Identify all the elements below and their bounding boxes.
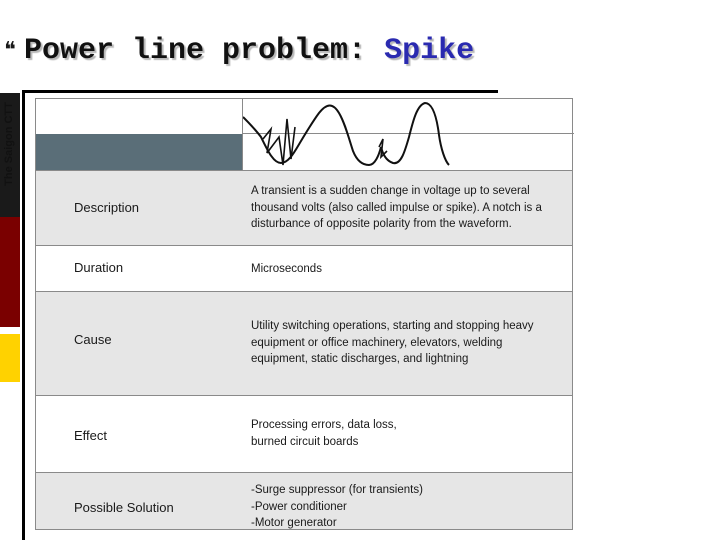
top-rule-divider [22,90,498,93]
effect-line: burned circuit boards [251,435,359,448]
left-rule-divider [22,90,25,540]
solution-line: -Surge suppressor (for transients) [251,484,423,496]
table-row-cause [36,291,572,395]
spike-waveform-icon [243,99,575,170]
solution-line: -Power conditioner [251,500,347,513]
slide-title-accent: Spike [384,34,475,68]
row-label-possible-solution: Possible Solution [74,500,174,515]
description-line: disturbance of opposite polarity from the waveform. [251,218,512,230]
row-content-description [251,183,566,233]
title-bullet-icon: ❝ [4,38,16,63]
duration-line: Microseconds [251,263,322,275]
table-row-possible-solution [36,472,572,529]
slide-title [24,34,474,68]
cause-line: equipment or office machinery, elevators, welding [251,336,503,349]
table-row-duration [36,245,572,291]
row-label-effect: Effect [74,428,108,443]
row-content-effect [251,417,566,450]
cause-line: Utility switching operations, starting and stopping heavy [251,320,534,332]
solution-line: -Motor generator [251,517,337,529]
waveform-curve [243,103,449,165]
waveform-spike [263,119,295,165]
vertical-label: The Saigon CTT [3,102,15,186]
waveform-box [242,99,574,170]
sidebar-yellow-block [0,334,20,382]
row-label-duration: Duration [74,260,124,275]
row-content-cause [251,318,566,368]
description-line: A transient is a sudden change in voltage up to several [251,185,530,197]
table-row-description [36,170,572,245]
slide-title-main: Power line problem: [24,34,385,68]
effect-line: Processing errors, data loss, [251,419,397,431]
description-line: thousand volts (also called impulse or spike). A notch is a [251,201,542,214]
cause-line: equipment, static discharges, and lightning [251,353,469,365]
row-content-duration [251,261,566,278]
row-content-possible-solution [251,482,566,532]
sidebar-red-block [0,217,20,327]
table-header-bar [36,134,242,170]
row-label-description: Description [74,200,140,215]
power-problem-table [35,98,573,530]
table-row-effect [36,395,572,472]
row-label-cause: Cause [74,332,112,347]
